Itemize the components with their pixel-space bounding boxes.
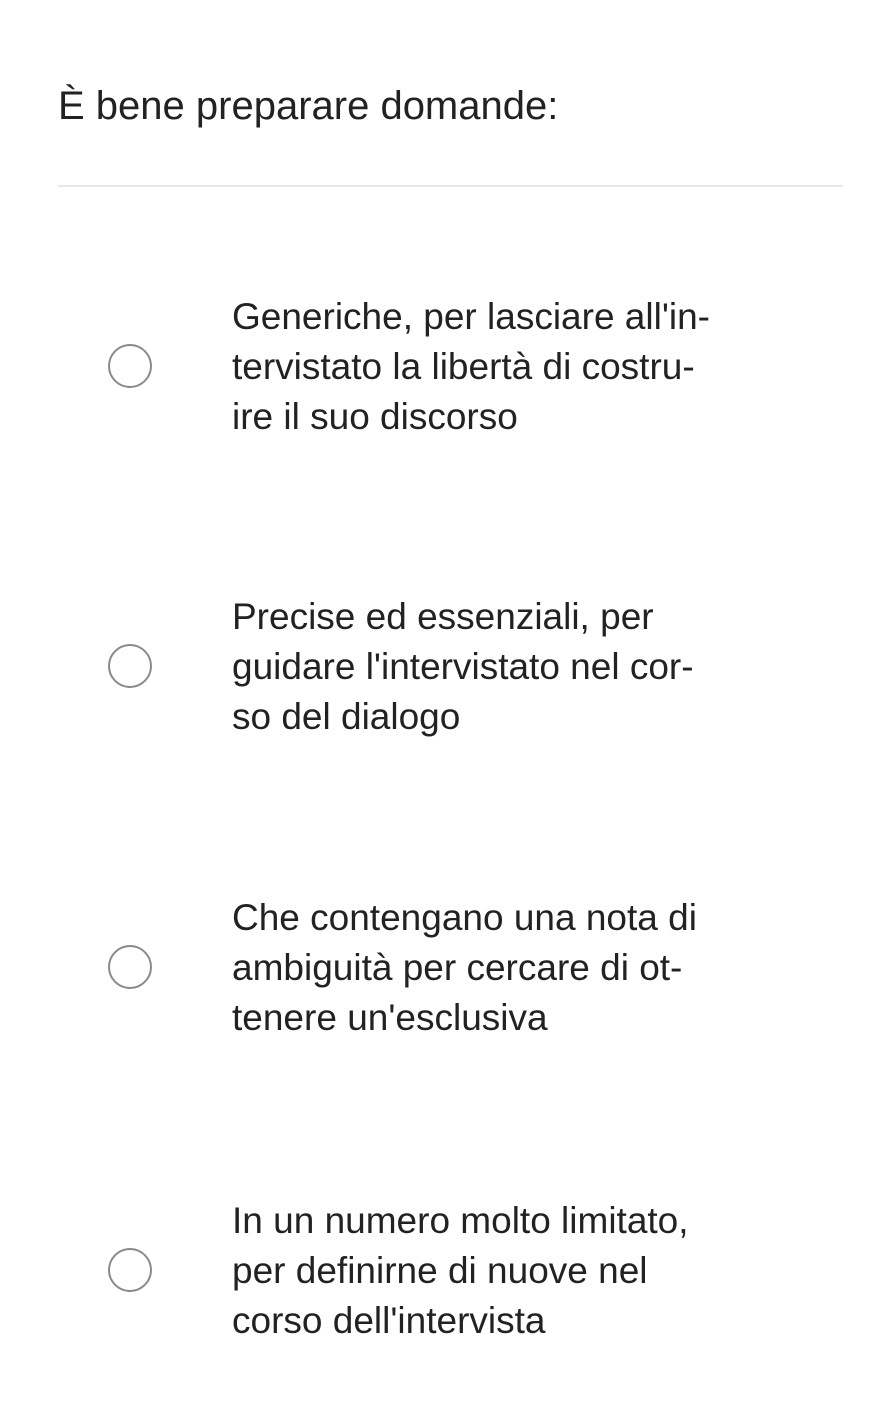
answer-option-3[interactable] <box>100 893 800 1063</box>
answer-option-2[interactable] <box>100 592 800 762</box>
radio-button-icon[interactable] <box>108 1248 152 1292</box>
label-line: per definirne di nuove nel <box>232 1250 648 1291</box>
radio-button-icon[interactable] <box>108 344 152 388</box>
label-line: so del dialogo <box>232 696 461 737</box>
label-line: ambiguità per cercare di ot- <box>232 947 683 988</box>
label-line: Precise ed essenziali, per <box>232 596 654 637</box>
label-line: tervistato la libertà di costru- <box>232 346 695 387</box>
label-line: ire il suo discorso <box>232 396 518 437</box>
label-line: Che contengano una nota di <box>232 897 697 938</box>
answer-option-label <box>232 292 772 442</box>
question-title: È bene preparare domande: <box>58 84 559 128</box>
answer-option-label <box>232 1196 772 1346</box>
answer-option-label <box>232 592 772 742</box>
answer-option-1[interactable] <box>100 292 800 462</box>
label-line: In un numero molto limitato, <box>232 1200 689 1241</box>
label-line: guidare l'intervistato nel cor- <box>232 646 694 687</box>
answer-option-4[interactable] <box>100 1196 800 1366</box>
label-line: tenere un'esclusiva <box>232 997 548 1038</box>
radio-button-icon[interactable] <box>108 644 152 688</box>
label-line: Generiche, per lasciare all'in- <box>232 296 711 337</box>
label-line: corso dell'intervista <box>232 1300 546 1341</box>
radio-button-icon[interactable] <box>108 945 152 989</box>
answer-option-label <box>232 893 772 1043</box>
